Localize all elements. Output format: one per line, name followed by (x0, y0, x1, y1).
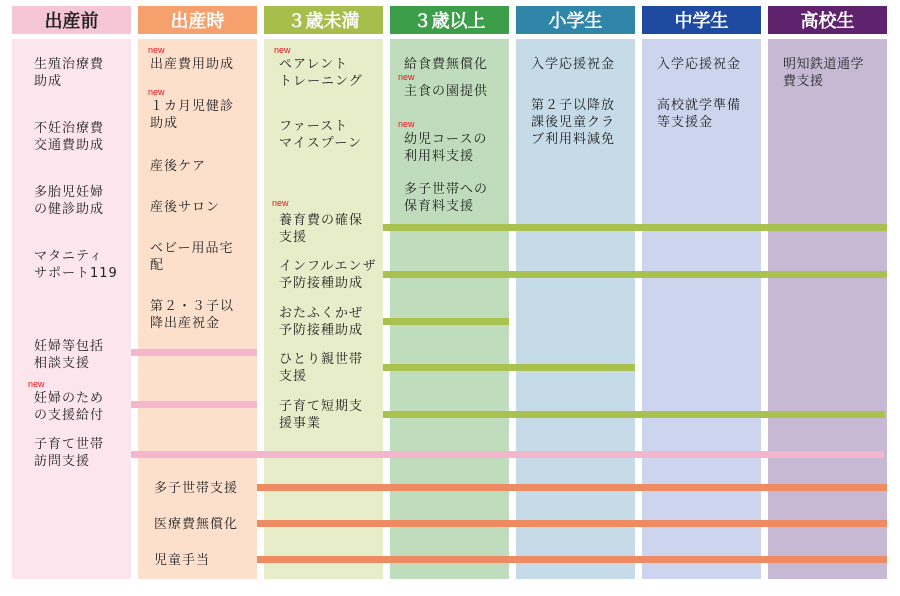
duration-bar-mumps-vaccine (383, 318, 509, 325)
program-item: ベビー用品宅 配 (150, 241, 234, 273)
stage-header-prenatal (12, 6, 131, 34)
program-item: 子育て世帯 訪問支援 (34, 437, 105, 469)
program-item: ペアレント トレーニング (279, 57, 363, 89)
program-item: 養育費の確保 支援 (279, 213, 364, 245)
stage-label: 高校生 (800, 11, 855, 32)
program-item: 主食の園提供 (404, 84, 489, 99)
program-item: マタニティ サポート119 (34, 249, 118, 281)
stage-label: 小学生 (548, 11, 603, 32)
stage-label: 出産前 (44, 11, 99, 32)
duration-bar-child-allowance (257, 556, 887, 563)
duration-bar-home-visit (131, 451, 884, 458)
stage-header-high-school (768, 6, 887, 34)
program-item: 第２子以降放 課後児童クラ ブ利用料減免 (531, 98, 616, 147)
duration-bar-short-term-care (383, 411, 885, 418)
stage-label: ３歳以上 (413, 11, 486, 32)
duration-bar-medical-free (257, 520, 887, 527)
stage-header-over3 (390, 6, 509, 34)
program-item: インフルエンザ 予防接種助成 (279, 259, 377, 291)
program-item: 入学応援祝金 (531, 57, 616, 72)
new-badge: new (272, 198, 289, 208)
program-item: 不妊治療費 交通費助成 (34, 121, 105, 153)
stage-label: 中学生 (674, 11, 729, 32)
program-item: １カ月児健診 助成 (150, 99, 235, 131)
program-item: 妊婦等包括 相談支援 (34, 339, 105, 371)
new-badge: new (28, 379, 45, 389)
stage-header-junior-high (642, 6, 761, 34)
program-item: 産後サロン (150, 200, 221, 215)
program-item: 生殖治療費 助成 (34, 57, 105, 89)
program-item: 高校就学準備 等支援金 (657, 98, 742, 130)
program-item: 多胎児妊婦 の健診助成 (34, 185, 105, 217)
new-badge: new (274, 45, 291, 55)
program-item: 入学応援祝金 (657, 57, 742, 72)
program-item: ファースト マイスプーン (279, 119, 362, 151)
duration-bar-child-support-securing (383, 224, 887, 231)
program-item: 子育て短期支 援事業 (279, 399, 364, 431)
stage-header-elementary (516, 6, 635, 34)
program-item: 多子世帯への 保育料支援 (404, 182, 489, 214)
new-badge: new (398, 119, 415, 129)
program-item: 給食費無償化 (404, 57, 489, 72)
new-badge: new (148, 87, 165, 97)
stage-column-high-school (768, 39, 887, 579)
program-item: ひとり親世帯 支援 (279, 352, 364, 384)
program-item: 児童手当 (154, 553, 211, 568)
duration-bar-flu-vaccine (383, 271, 887, 278)
program-item: 幼児コースの 利用料支援 (404, 132, 488, 164)
stage-header-birth (138, 6, 257, 34)
program-item: 医療費無償化 (154, 517, 239, 532)
stage-label: 出産時 (170, 11, 225, 32)
program-item: 第２・３子以 降出産祝金 (150, 299, 235, 331)
duration-bar-single-parent (383, 364, 635, 371)
program-item: 産後ケア (150, 159, 207, 174)
stage-label: ３歳未満 (287, 11, 360, 32)
stage-header-under3 (264, 6, 383, 34)
new-badge: new (398, 72, 415, 82)
program-item: 出産費用助成 (150, 57, 235, 72)
program-item: おたふくかぜ 予防接種助成 (279, 306, 364, 338)
program-item: 多子世帯支援 (154, 481, 239, 496)
duration-bar-maternal-benefit (131, 401, 257, 408)
duration-bar-multi-child (257, 484, 887, 491)
program-item: 妊婦のため の支援給付 (34, 391, 105, 423)
program-item: 明知鉄道通学 費支援 (783, 57, 865, 89)
new-badge: new (148, 45, 165, 55)
duration-bar-maternal-consultation (131, 349, 257, 356)
